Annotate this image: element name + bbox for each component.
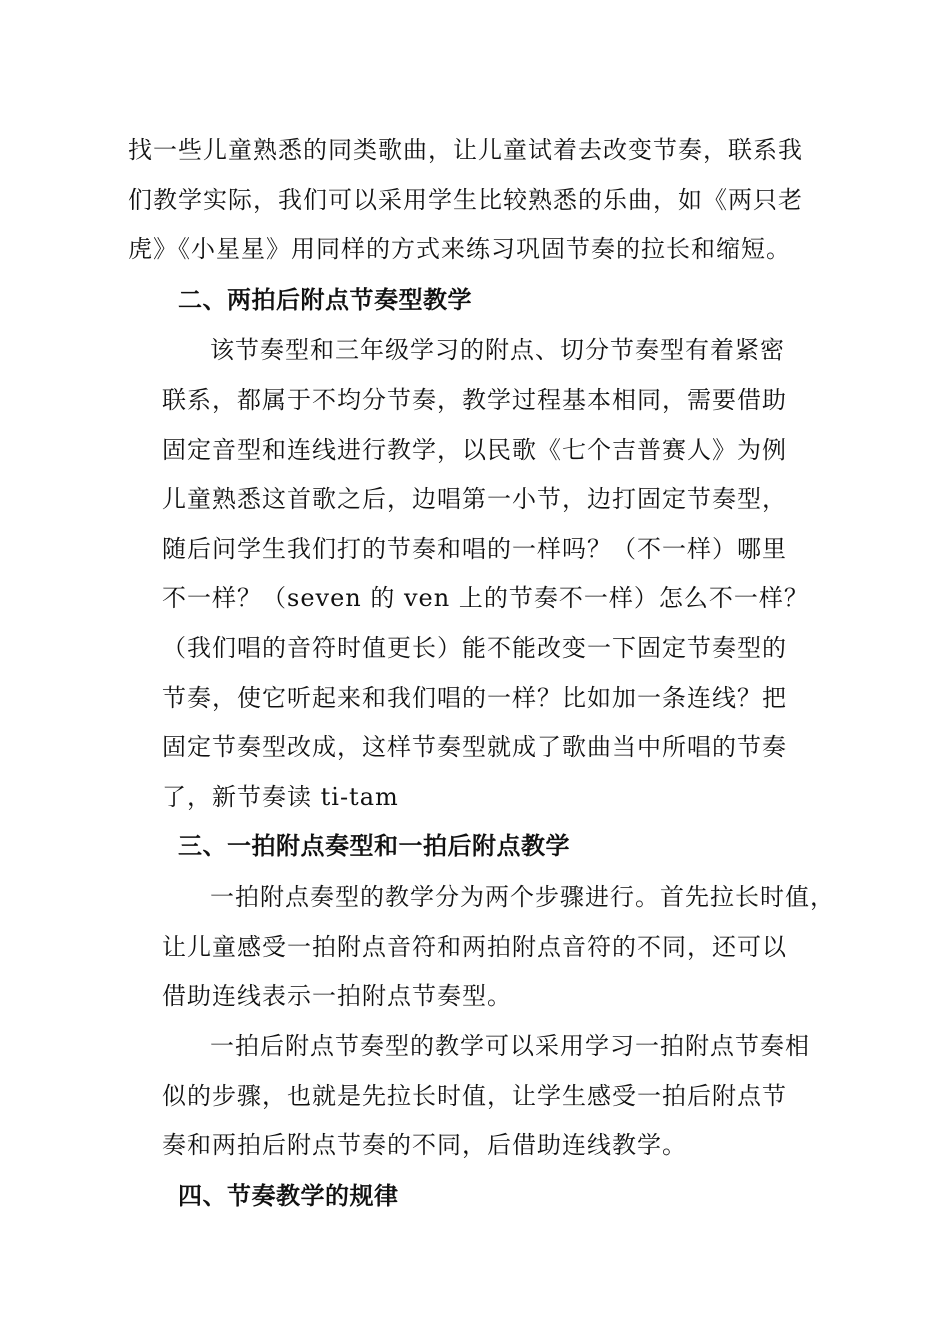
intro-line-3: 虎》《小星星》用同样的方式来练习巩固节奏的拉长和缩短。 (128, 235, 791, 263)
section-3-p1-line-2: 让儿童感受一拍附点音符和两拍附点音符的不同，还可以 (162, 933, 787, 961)
section-3-heading: 三、一拍附点奏型和一拍后附点教学 (178, 832, 570, 860)
section-2-line-9: 固定节奏型改成，这样节奏型就成了歌曲当中所唱的节奏 (162, 733, 787, 761)
section-2-line-10: 了，新节奏读 ti-tam (162, 783, 399, 811)
section-2-line-7: （我们唱的音符时值更长）能不能改变一下固定节奏型的 (162, 634, 787, 662)
section-4-heading: 四、节奏教学的规律 (178, 1182, 399, 1210)
section-3-p2-line-3: 奏和两拍后附点节奏的不同，后借助连线教学。 (162, 1131, 687, 1159)
section-3-p2-line-2: 似的步骤，也就是先拉长时值，让学生感受一拍后附点节 (162, 1082, 787, 1110)
section-2-heading: 二、两拍后附点节奏型教学 (178, 286, 472, 314)
intro-line-2: 们教学实际，我们可以采用学生比较熟悉的乐曲，如《两只老 (128, 186, 803, 214)
intro-line-1: 找一些儿童熟悉的同类歌曲，让儿童试着去改变节奏，联系我 (128, 136, 803, 164)
section-2-line-5: 随后问学生我们打的节奏和唱的一样吗？（不一样）哪里 (162, 535, 787, 563)
section-2-line-4: 儿童熟悉这首歌之后，边唱第一小节，边打固定节奏型， (162, 485, 787, 513)
section-3-p1-line-3: 借助连线表示一拍附点节奏型。 (162, 982, 512, 1010)
section-3-p1-line-1: 一拍附点奏型的教学分为两个步骤进行。首先拉长时值， (210, 883, 835, 911)
section-2-line-2: 联系，都属于不均分节奏，教学过程基本相同，需要借助 (162, 386, 787, 414)
section-2-line-8: 节奏，使它听起来和我们唱的一样？比如加一条连线？把 (162, 684, 787, 712)
section-2-line-1: 该节奏型和三年级学习的附点、切分节奏型有着紧密 (210, 336, 785, 364)
section-3-p2-line-1: 一拍后附点节奏型的教学可以采用学习一拍附点节奏相 (210, 1032, 810, 1060)
section-2-line-3: 固定音型和连线进行教学，以民歌《七个吉普赛人》为例 (162, 436, 787, 464)
section-2-line-6: 不一样？（seven 的 ven 上的节奏不一样）怎么不一样？ (162, 584, 809, 612)
